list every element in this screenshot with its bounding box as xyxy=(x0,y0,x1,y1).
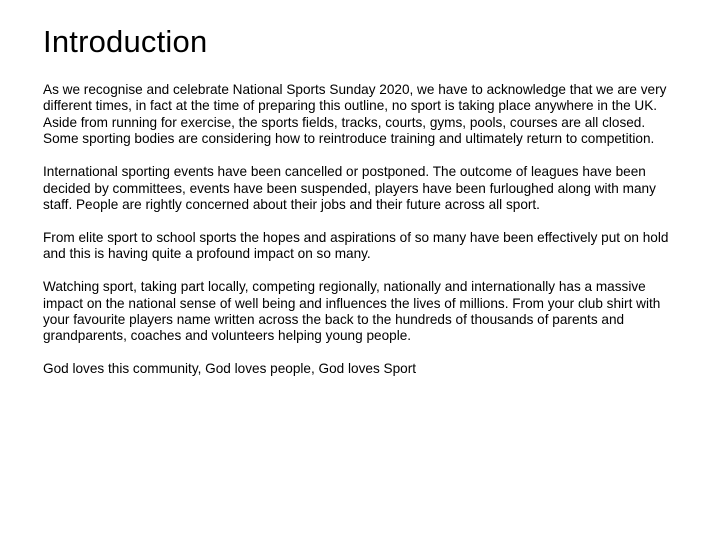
body-paragraph-3: From elite sport to school sports the hopes and aspirations of so many have been effectively put on hold and this is having quite a profound impact on so many. xyxy=(43,229,669,262)
body-paragraph-5: God loves this community, God loves people, God loves Sport xyxy=(43,361,417,377)
body-paragraph-2: International sporting events have been cancelled or postponed. The outcome of leagues have been decided by committees, events have been suspended, players have been furloughed along with many staff. People are rightly concerned about their jobs and their future across all sport. xyxy=(43,164,656,212)
body-paragraph-4: Watching sport, taking part locally, competing regionally, nationally and internationally has a massive impact on the national sense of well being and influences the lives of millions. From your club shirt with your favourite players name written across the back to the hundreds of thousands of parents and grandparents, coaches and volunteers helping young people. xyxy=(43,279,661,344)
body-paragraph-1: As we recognise and celebrate National Sports Sunday 2020, we have to acknowledge that we are very different times, in fact at the time of preparing this outline, no sport is taking place anywhere in the UK. Aside from running for exercise, the sports fields, tracks, courts, gyms, pools, courses are all closed. Some sporting bodies are considering how to reintroduce training and ultimately return to competition. xyxy=(43,82,667,147)
slide-body xyxy=(43,82,683,394)
slide-title: Introduction xyxy=(43,24,208,59)
